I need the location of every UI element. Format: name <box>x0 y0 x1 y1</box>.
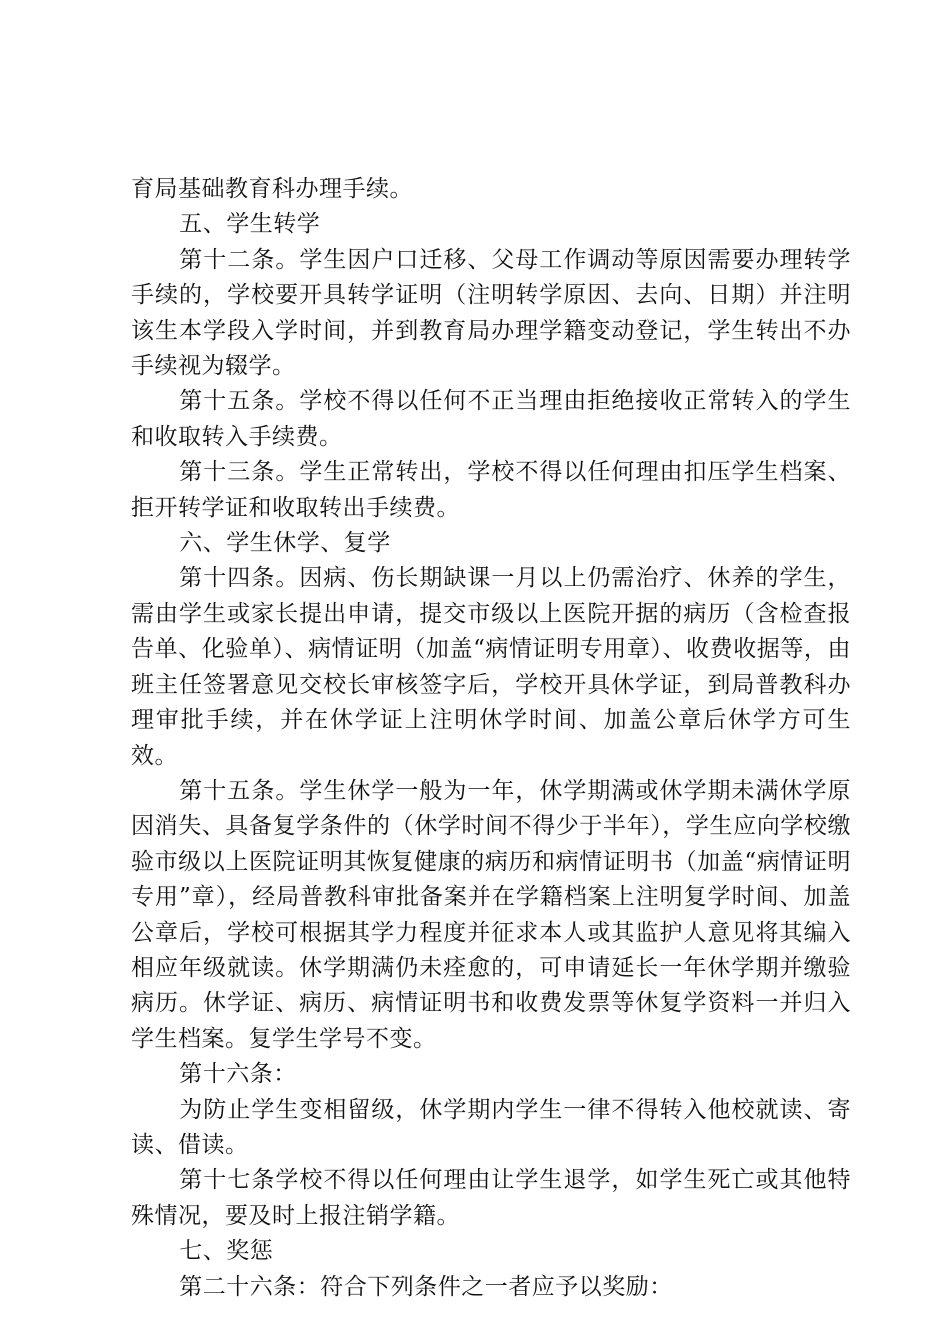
article-15-suspension: 第十五条。学生休学一般为一年，休学期满或休学期未满休学原因消失、具备复学条件的（休学时间不得少于半年），学生应向学校缴验市级以上医院证明其恢复健康的病历和病情证明书（加盖“病情证明专用”章），经局普教科审批备案并在学籍档案上注明复学时间、加盖公章后，学校可根据其学力程度并征求本人或其监护人意见将其编入相应年级就读。休学期满仍未痊愈的，可申请延长一年休学期并缴验病历。休学证、病历、病情证明书和收费发票等休复学资料一并归入学生档案。复学生学号不变。 <box>131 777 851 1052</box>
article-12: 第十二条。学生因户口迁移、父母工作调动等原因需要办理转学手续的，学校要开具转学证明（注明转学原因、去向、日期）并注明该生本学段入学时间，并到教育局办理学籍变动登记，学生转出不办手续视为辍学。 <box>131 246 851 380</box>
article-15-transfer-in: 第十五条。学校不得以任何不正当理由拒绝接收正常转入的学生和收取转入手续费。 <box>131 388 851 450</box>
article-13: 第十三条。学生正常转出，学校不得以任何理由扣压学生档案、拒开转学证和收取转出手续费。 <box>131 459 851 521</box>
article-14: 第十四条。因病、伤长期缺课一月以上仍需治疗、休养的学生，需由学生或家长提出申请，提交市级以上医院开据的病历（含检查报告单、化验单）、病情证明（加盖“病情证明专用章）、收费收据等，由班主任签署意见交校长审核签字后，学校开具休学证，到局普教科办理审批手续，并在休学证上注明休学时间、加盖公章后休学方可生效。 <box>131 565 851 769</box>
section-heading-transfer: 五、学生转学 <box>179 211 321 238</box>
section-heading-rewards: 七、奖惩 <box>179 1238 274 1265</box>
article-26: 第二十六条：符合下列条件之一者应予以奖励： <box>179 1273 673 1300</box>
article-16-body: 为防止学生变相留级，休学期内学生一律不得转入他校就读、寄读、借读。 <box>131 1096 851 1158</box>
section-heading-suspension: 六、学生休学、复学 <box>179 530 391 557</box>
document-body <box>131 172 851 1305</box>
article-16-heading: 第十六条： <box>179 1061 297 1088</box>
article-17: 第十七条学校不得以任何理由让学生退学，如学生死亡或其他特殊情况，要及时上报注销学籍。 <box>131 1167 851 1229</box>
paragraph-continuation: 育局基础教育科办理手续。 <box>131 176 413 202</box>
